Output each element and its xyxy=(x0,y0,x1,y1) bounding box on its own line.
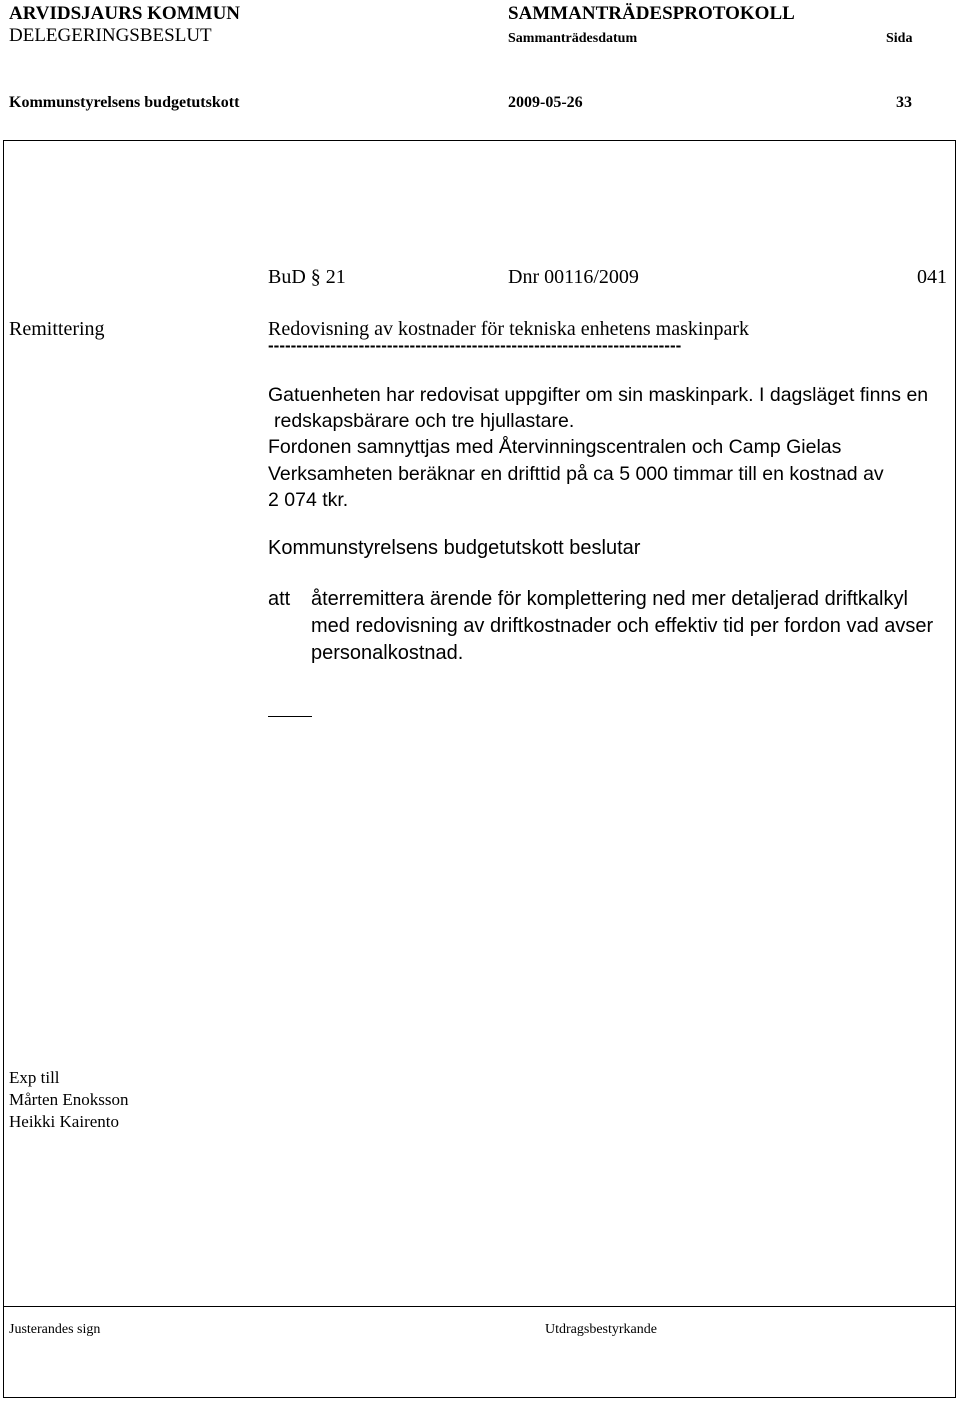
case-code: BuD § 21 xyxy=(268,266,346,288)
decision-heading: Kommunstyrelsens budgetutskott beslutar xyxy=(268,537,641,559)
document-type: DELEGERINGSBESLUT xyxy=(9,25,212,46)
decision-line: med redovisning av driftkostnader och effektiv tid per fordon vad avser xyxy=(311,615,934,637)
paragraph-line: redskapsbärare och tre hjullastare. xyxy=(274,410,575,432)
paragraph-line: 2 074 tkr. xyxy=(268,489,349,511)
committee-name: Kommunstyrelsens budgetutskott xyxy=(9,94,240,111)
case-subject: Redovisning av kostnader för tekniska enhetens maskinpark xyxy=(268,318,749,340)
case-dnr: Dnr 00116/2009 xyxy=(508,266,639,288)
decision-line: personalkostnad. xyxy=(311,642,464,664)
short-rule xyxy=(268,716,312,717)
side-label-remittering: Remittering xyxy=(9,318,105,340)
organization-name: ARVIDSJAURS KOMMUN xyxy=(9,3,241,24)
page-label: Sida xyxy=(886,31,913,46)
decision-prefix: att xyxy=(268,588,291,610)
signature-label: Justerandes sign xyxy=(9,1322,101,1337)
certification-label: Utdragsbestyrkande xyxy=(545,1322,657,1337)
case-classification: 041 xyxy=(917,266,947,288)
paragraph-line: Gatuenheten har redovisat uppgifter om sin maskinpark. I dagsläget finns en xyxy=(268,384,929,406)
protocol-title: SAMMANTRÄDESPROTOKOLL xyxy=(508,3,795,24)
page-number: 33 xyxy=(896,94,912,111)
paragraph-line: Verksamheten beräknar en drifttid på ca 5 000 timmar till en kostnad av xyxy=(268,463,884,485)
separator-dashes: ------------------------------------------------------------------------- xyxy=(268,336,682,355)
decision-line: återremittera ärende för komplettering ned mer detaljerad driftkalkyl xyxy=(311,588,908,610)
paragraph-line: Fordonen samnyttjas med Återvinningscentralen och Camp Gielas xyxy=(268,436,842,458)
distribution-recipient: Heikki Kairento xyxy=(9,1112,119,1131)
distribution-recipient: Mårten Enoksson xyxy=(9,1090,129,1109)
meeting-date: 2009-05-26 xyxy=(508,94,583,111)
distribution-heading: Exp till xyxy=(9,1068,60,1087)
meeting-date-label: Sammanträdesdatum xyxy=(508,31,638,46)
footer-divider xyxy=(3,1306,956,1307)
